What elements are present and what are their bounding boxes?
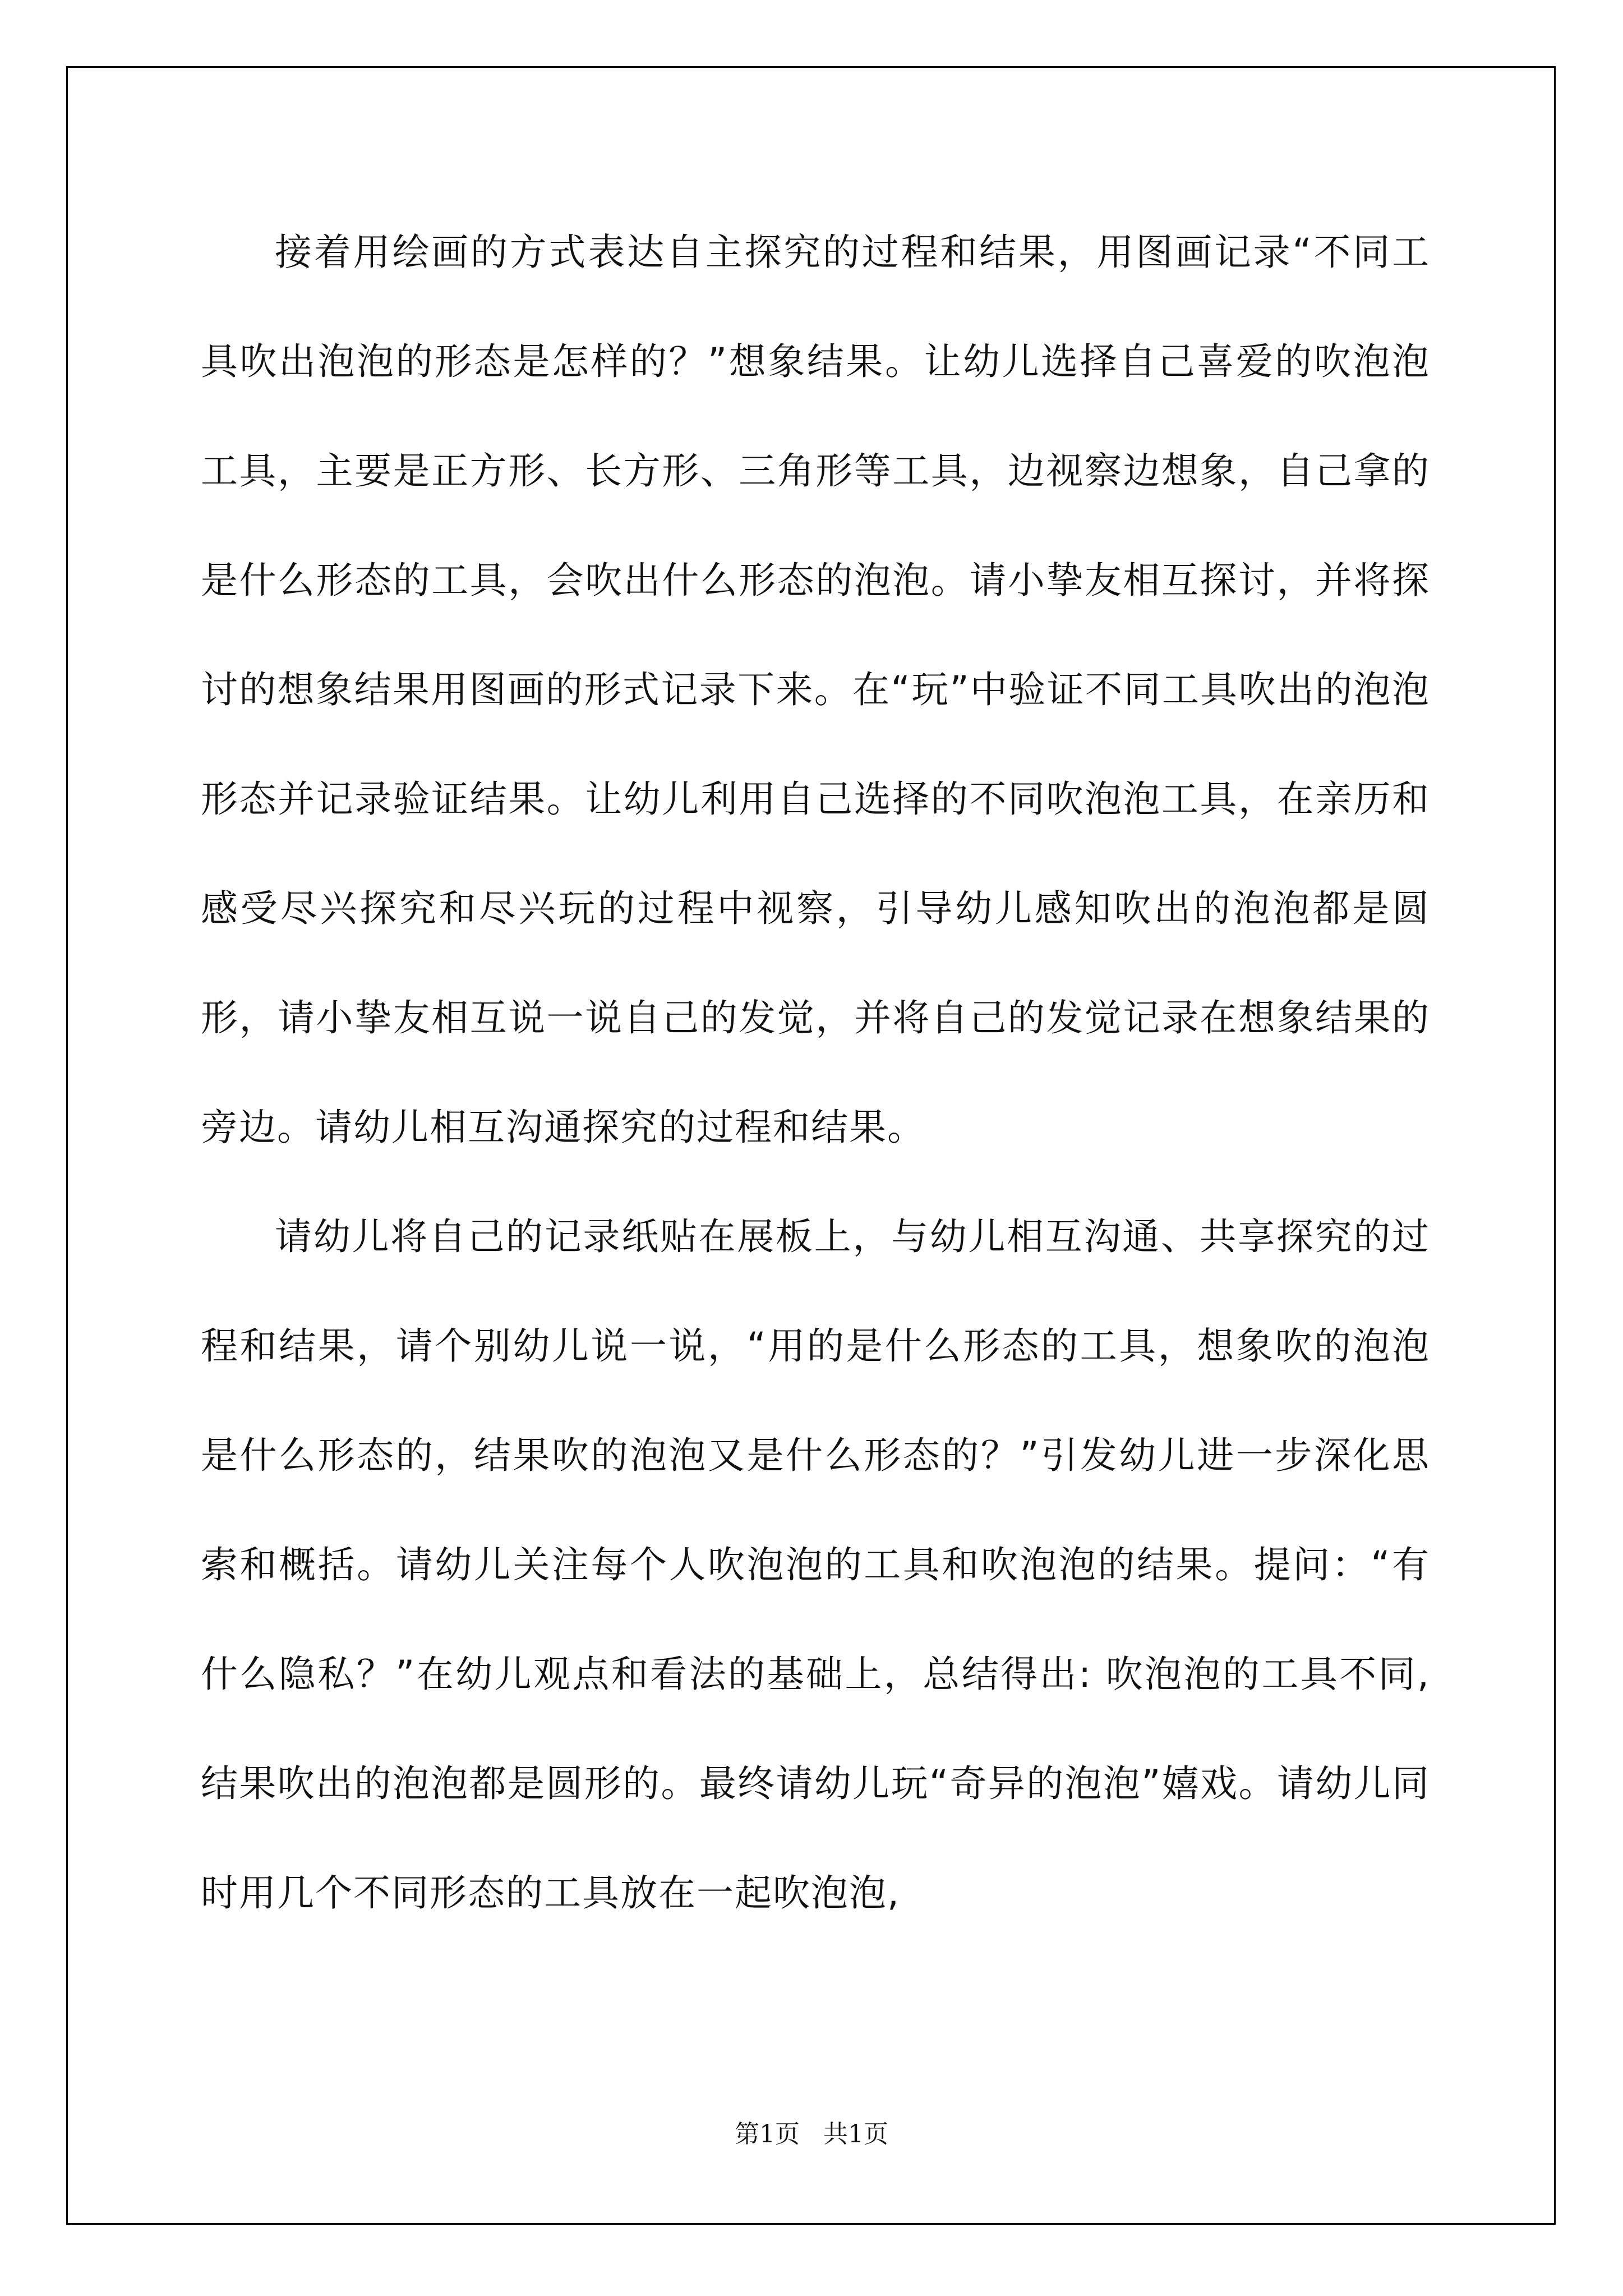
document-body xyxy=(201,197,1430,1948)
page-footer: 第1页 共1页 xyxy=(735,2120,888,2148)
paragraph-1: 接着用绘画的方式表达自主探究的过程和结果，用图画记录“不同工具吹出泡泡的形态是怎样的？”想象结果。让幼儿选择自己喜爱的吹泡泡工具，主要是正方形、长方形、三角形等工具，边视察边想象，自己拿的是什么形态的工具，会吹出什么形态的泡泡。请小挚友相互探讨，并将探讨的想象结果用图画的形式记录下来。在“玩”中验证不同工具吹出的泡泡形态并记录验证结果。让幼儿利用自己选择的不同吹泡泡工具，在亲历和感受尽兴探究和尽兴玩的过程中视察，引导幼儿感知吹出的泡泡都是圆形，请小挚友相互说一说自己的发觉，并将自己的发觉记录在想象结果的旁边。请幼儿相互沟通探究的过程和结果。 xyxy=(201,231,1430,1149)
paragraph-2: 请幼儿将自己的记录纸贴在展板上，与幼儿相互沟通、共享探究的过程和结果，请个别幼儿说一说，“用的是什么形态的工具，想象吹的泡泡是什么形态的，结果吹的泡泡又是什么形态的？”引发幼儿进一步深化思索和概括。请幼儿关注每个人吹泡泡的工具和吹泡泡的结果。提问：“有什么隐私？”在幼儿观点和看法的基础上，总结得出: 吹泡泡的工具不同,结果吹出的泡泡都是圆形的。最终请幼儿玩“奇异的泡泡”嬉戏。请幼儿同时用几个不同形态的工具放在一起吹泡泡, xyxy=(201,1215,1430,1915)
